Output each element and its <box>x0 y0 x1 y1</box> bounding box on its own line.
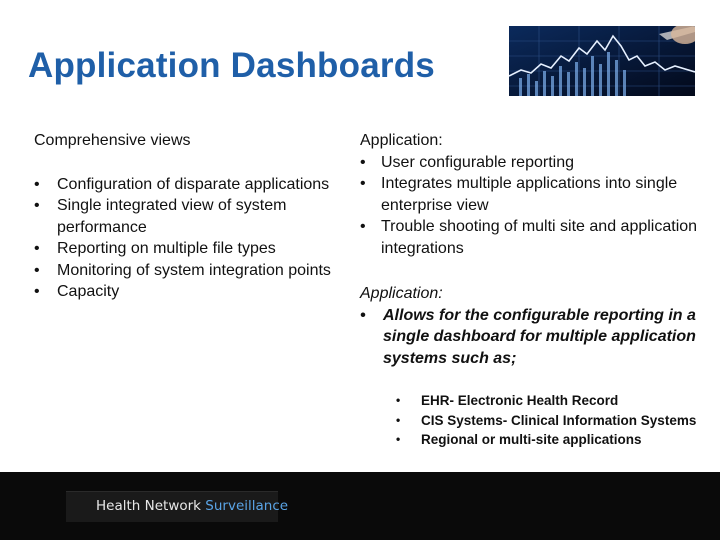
application-detail-section <box>360 283 700 369</box>
application-detail-list <box>360 305 700 370</box>
bullet-icon: • <box>360 175 366 192</box>
section-heading-italic: Application: <box>360 285 443 302</box>
list-item: • Capacity <box>34 281 334 303</box>
application-systems-list <box>396 391 706 450</box>
bullet-icon: • <box>360 218 366 235</box>
bullet-icon: • <box>34 283 40 300</box>
list-item: • Monitoring of system integration points <box>34 260 334 282</box>
bullet-icon: • <box>34 261 40 279</box>
list-item: • Regional or multi-site applications <box>396 430 706 450</box>
list-item: • CIS Systems- Clinical Information Systems <box>396 411 706 431</box>
list-item: • Allows for the configurable reporting in a single dashboard for multiple application systems such as; <box>360 306 696 367</box>
application-section <box>360 130 705 259</box>
footer-label-box <box>66 491 289 522</box>
section-heading: Comprehensive views <box>34 132 191 149</box>
application-list <box>360 152 705 260</box>
bullet-icon: • <box>34 197 40 214</box>
page-title: Application Dashboards <box>28 46 435 85</box>
section-heading: Application: <box>360 132 443 149</box>
footer-bar <box>0 472 720 540</box>
stock-chart-photo <box>509 26 695 96</box>
bullet-icon: • <box>360 153 366 171</box>
list-item: • Configuration of disparate applications <box>34 174 334 196</box>
bullet-icon: • <box>396 412 401 427</box>
bullet-icon: • <box>34 240 40 257</box>
list-item: • EHR- Electronic Health Record <box>396 391 706 411</box>
list-item: • Trouble shooting of multi site and application integrations <box>360 218 698 257</box>
comprehensive-views-list <box>34 174 334 303</box>
list-item: • Single integrated view of system performance <box>34 197 287 236</box>
list-item: • Reporting on multiple file types <box>34 238 334 260</box>
bullet-icon: • <box>360 306 366 324</box>
comprehensive-views-section <box>34 130 334 303</box>
bullet-icon: • <box>396 393 401 407</box>
list-item: • Integrates multiple applications into single enterprise view <box>360 175 678 214</box>
bullet-icon: • <box>396 432 401 446</box>
footer-label: Health Network Surveillance <box>96 498 289 514</box>
list-item: • User configurable reporting <box>360 152 705 174</box>
bullet-icon: • <box>34 175 40 193</box>
